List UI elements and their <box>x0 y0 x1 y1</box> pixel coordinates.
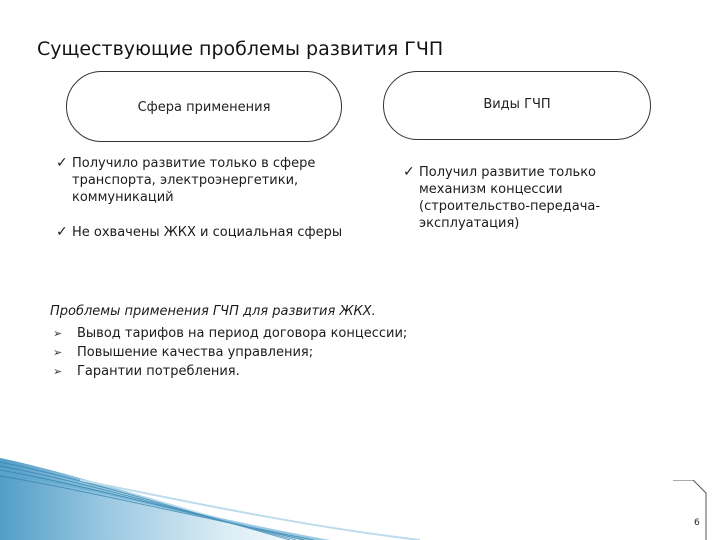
problem-item-text: Гарантии потребления. <box>77 364 240 379</box>
checklist-item-text: Получило развитие только в сфере транспорта, электроэнергетики, коммуникаций <box>72 156 316 205</box>
scope-box <box>66 71 342 142</box>
problem-item-text: Повышение качества управления; <box>77 345 314 360</box>
problems-title: Проблемы применения ГЧП для развития ЖКХ. <box>50 304 376 319</box>
slide-frame-corner <box>671 480 720 540</box>
problem-item <box>50 362 430 381</box>
checklist-item <box>52 155 372 206</box>
checkmark-icon: ✓ <box>56 224 68 240</box>
checklist-item-text: Не охвачены ЖКХ и социальная сферы <box>72 225 343 240</box>
problems-section <box>50 304 430 381</box>
arrow-bullet-icon: ➢ <box>53 346 63 359</box>
checklist-item-text: Получил развитие только механизм концессии (строительство-передача-эксплуатация) <box>419 165 601 231</box>
checkmark-icon: ✓ <box>403 164 415 180</box>
types-box <box>383 71 651 140</box>
checklist-item <box>52 224 372 241</box>
types-checklist <box>399 164 629 232</box>
scope-checklist <box>52 155 372 241</box>
page-number: 6 <box>694 518 700 528</box>
checklist-item <box>399 164 629 232</box>
types-box-label: Виды ГЧП <box>483 97 551 112</box>
arrow-bullet-icon: ➢ <box>53 365 63 378</box>
problem-item <box>50 343 430 362</box>
checkmark-icon: ✓ <box>56 155 68 171</box>
scope-box-label: Сфера применения <box>137 100 271 115</box>
arrow-bullet-icon: ➢ <box>53 327 63 340</box>
problem-item <box>50 324 430 343</box>
slide-title: Существующие проблемы развития ГЧП <box>37 38 444 60</box>
decorative-wave <box>0 440 720 540</box>
problem-item-text: Вывод тарифов на период договора концессии; <box>77 326 408 341</box>
